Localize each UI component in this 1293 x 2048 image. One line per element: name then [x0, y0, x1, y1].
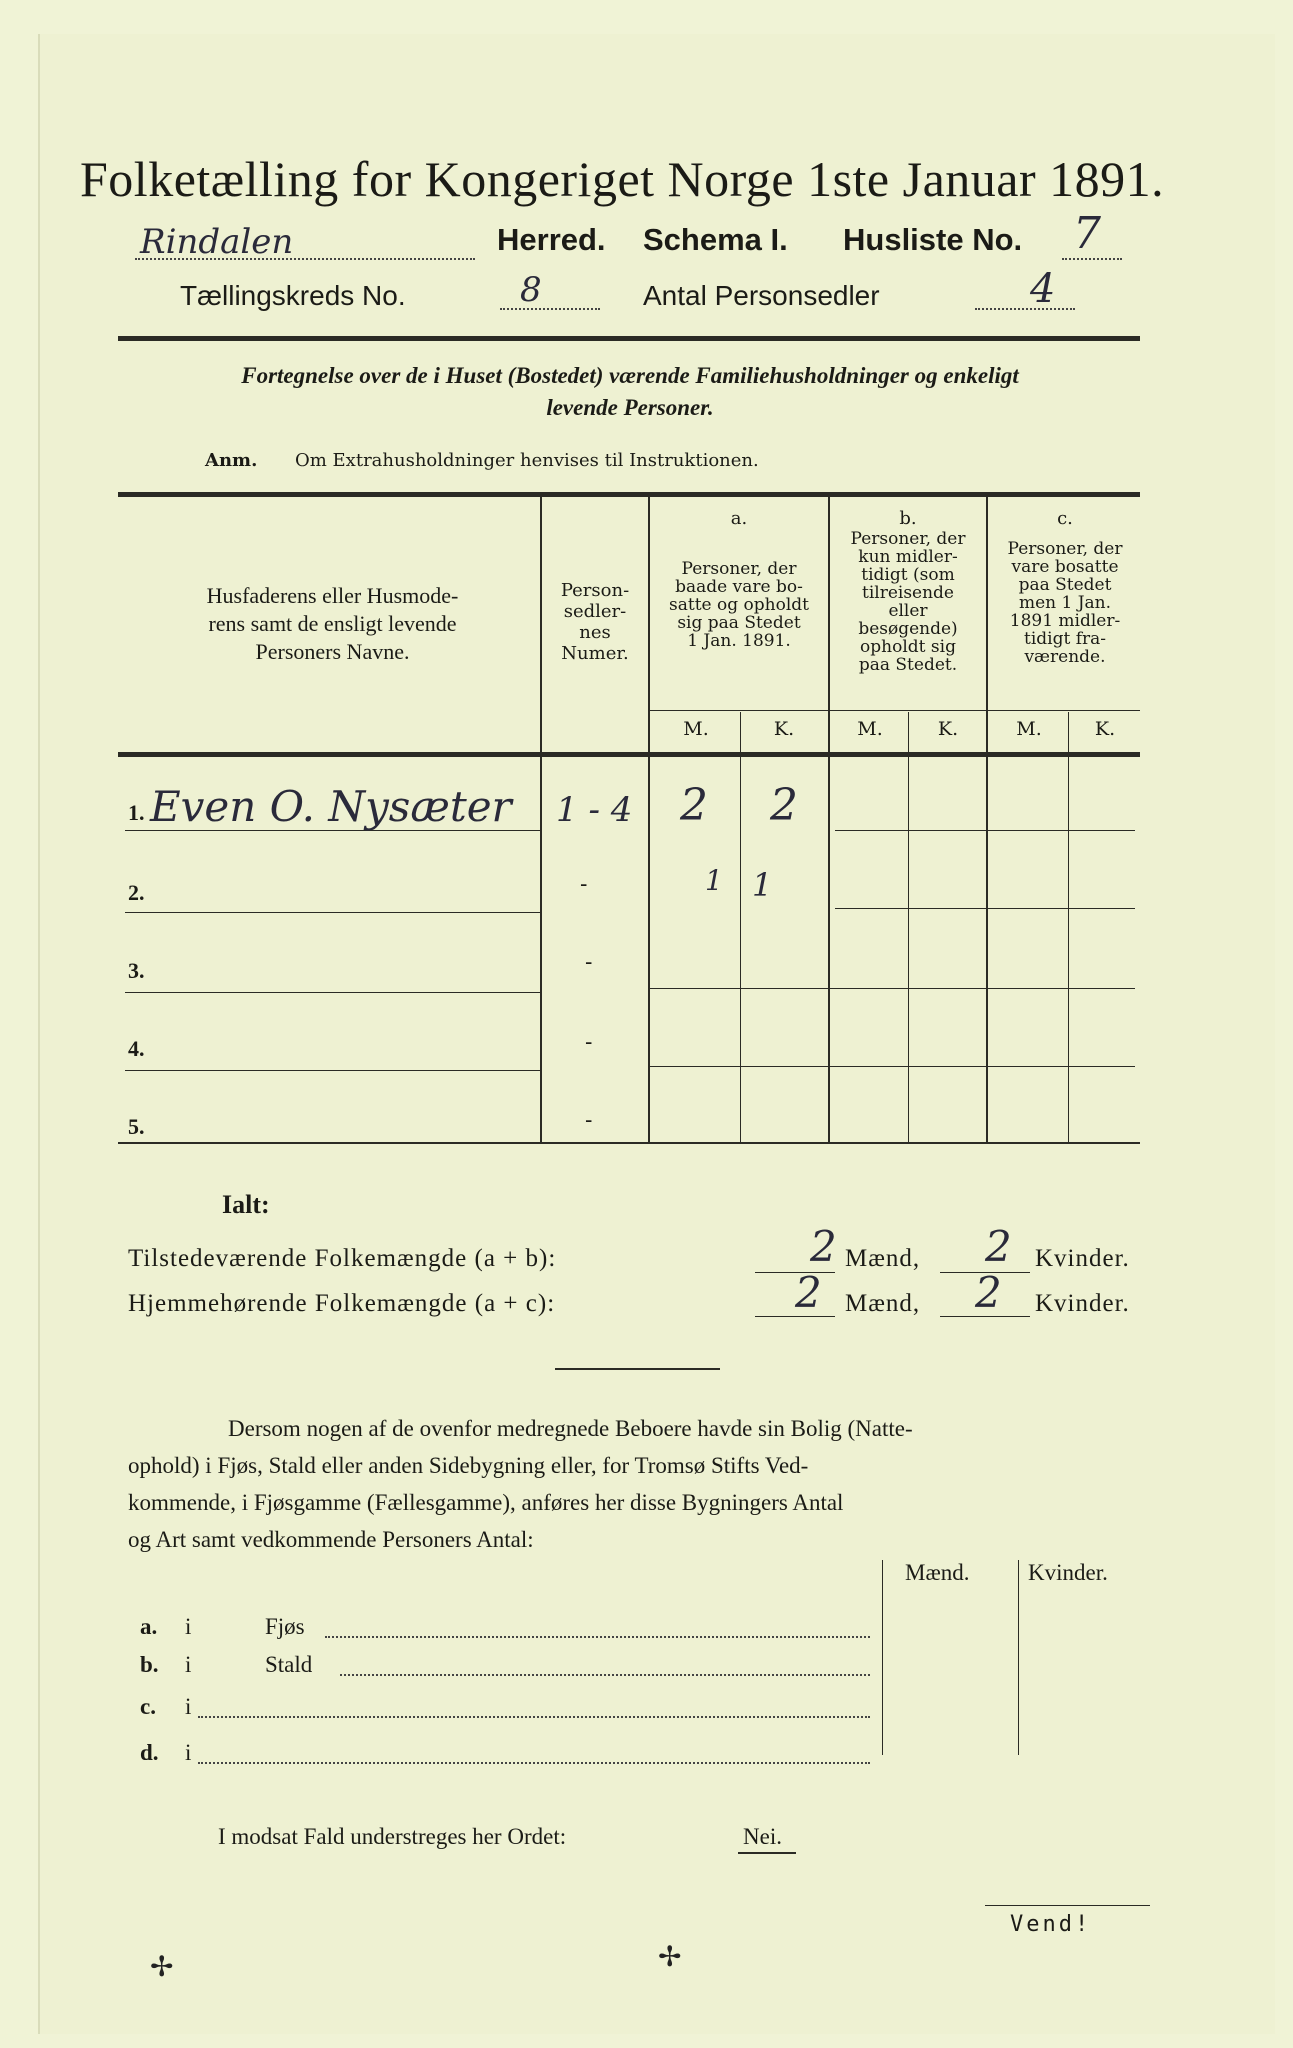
building-b-label: Stald — [265, 1652, 313, 1677]
col-num-header-l3: nes — [579, 622, 611, 643]
col-num-header-l2: sedler- — [563, 601, 627, 622]
mk-row-top-rule — [650, 710, 1140, 711]
buildings-para-l4: og Art samt vedkommende Personers Antal: — [128, 1527, 534, 1552]
col-divider-1 — [540, 492, 542, 1142]
ink-mark-left: ✢ — [150, 1950, 174, 1983]
intro-heading — [120, 360, 1140, 424]
col-a-l4: sig paa Stedet — [677, 613, 801, 633]
col-a-letter: a. — [730, 508, 748, 529]
row-2-number: 2. — [128, 880, 145, 905]
buildings-paragraph — [128, 1410, 1148, 1558]
husliste-label: Husliste No. — [843, 222, 1023, 257]
row-3-number: 3. — [128, 958, 145, 983]
col-c-l5: 1891 midler- — [1009, 611, 1121, 631]
row-4-number: 4. — [128, 1036, 145, 1061]
row-1-sedler: 1 - 4 — [556, 790, 633, 830]
row-2-sedler: - — [580, 872, 588, 897]
herred-dotted-line — [135, 258, 475, 260]
kreds-value: 8 — [520, 270, 542, 310]
col-c-m-label: M. — [1016, 718, 1042, 740]
col-divider-c-mk — [1068, 712, 1069, 1142]
col-num-header — [545, 580, 645, 664]
col-c-l6: tidigt fra- — [1023, 629, 1106, 649]
building-a-label: Fjøs — [265, 1614, 305, 1639]
col-num-header-l1: Person- — [560, 580, 630, 601]
col-a-m-label: M. — [683, 718, 709, 740]
col-a-l2: baade vare bo- — [675, 577, 803, 597]
col-b-l4: tilreisende — [861, 583, 954, 603]
col-b-letter: b. — [899, 508, 917, 529]
row-1-data-rule — [835, 830, 1135, 831]
row-3-rule — [125, 992, 540, 993]
building-d-i: i — [185, 1740, 192, 1765]
intro-heading-line2: levende Personer. — [546, 395, 714, 420]
hjemme-kvinder-underline — [940, 1316, 1030, 1317]
tilstede-maend-value: 2 — [810, 1222, 837, 1271]
row-2-a-k: 1 — [752, 866, 773, 904]
col-c-l7: værende. — [1024, 647, 1106, 667]
ialt-label: Ialt: — [222, 1190, 270, 1219]
col-b-l8: paa Stedet. — [858, 655, 958, 675]
personsedler-value: 4 — [1030, 266, 1056, 312]
hjemme-maend-label: Mænd, — [845, 1290, 921, 1317]
row-2-a-m: 1 — [705, 864, 723, 897]
tilstede-label: Tilstedeværende Folkemængde (a + b): — [128, 1245, 557, 1272]
modsat-text: I modsat Fald understreges her Ordet: — [218, 1824, 567, 1849]
col-name-header-l1: Husfaderens eller Husmode- — [206, 583, 459, 608]
husliste-dotted-line — [1062, 258, 1122, 260]
buildings-para-l1: Dersom nogen af de ovenfor medregnede Beboere havde sin Bolig (Natte- — [228, 1416, 913, 1441]
hjemme-maend-underline — [755, 1316, 835, 1317]
row-2-data-rule — [835, 908, 1135, 909]
col-name-header — [140, 582, 525, 666]
col-divider-a-mk — [740, 712, 741, 1142]
hjemme-label: Hjemmehørende Folkemængde (a + c): — [128, 1290, 556, 1317]
row-4-data-rule — [650, 1066, 1135, 1067]
building-c-letter: c. — [140, 1694, 156, 1719]
tilstede-kvinder-value: 2 — [985, 1222, 1012, 1271]
col-a-l1: Personer, der — [681, 559, 797, 579]
col-a-header — [652, 560, 826, 650]
building-b-dots — [340, 1674, 870, 1676]
col-b-l6: besøgende) — [858, 619, 958, 639]
table-bottom-rule — [118, 1142, 1140, 1144]
buildings-col-divider-2 — [1018, 1560, 1019, 1755]
tilstede-kvinder-label: Kvinder. — [1035, 1245, 1130, 1272]
vend-rule — [985, 1905, 1150, 1906]
col-b-l1: Personer, der — [850, 529, 966, 549]
col-c-l4: men 1 Jan. — [1018, 593, 1112, 613]
col-b-header — [832, 530, 984, 674]
col-name-header-l3: Personers Navne. — [255, 639, 410, 664]
kreds-dotted-line — [500, 308, 600, 310]
personsedler-dotted-line — [975, 308, 1075, 310]
buildings-para-l2: ophold) i Fjøs, Stald eller anden Sidebygning eller, for Tromsø Stifts Ved- — [128, 1453, 809, 1478]
ink-mark-center: ✢ — [658, 1940, 682, 1973]
building-c-dots — [198, 1716, 870, 1718]
form-title: Folketælling for Kongeriget Norge 1ste Januar 1891. — [80, 151, 1165, 207]
schema-label: Schema I. — [643, 222, 788, 257]
nei-word: Nei. — [743, 1824, 782, 1849]
col-b-k-label: K. — [937, 718, 959, 740]
kreds-label: Tællingskreds No. — [180, 280, 406, 311]
building-b-letter: b. — [140, 1652, 159, 1677]
row-4-sedler: - — [585, 1030, 593, 1055]
col-num-header-l4: Numer. — [561, 643, 629, 664]
hjemme-kvinder-value: 2 — [975, 1268, 1002, 1317]
col-c-l1: Personer, der — [1007, 539, 1123, 559]
row-5-sedler: - — [585, 1108, 593, 1133]
building-c-i: i — [185, 1694, 192, 1719]
col-c-header — [990, 540, 1140, 666]
col-c-l3: paa Stedet — [1018, 575, 1112, 595]
section-divider — [555, 1368, 720, 1370]
col-b-l2: kun midler- — [858, 547, 958, 567]
col-b-l3: tidigt (som — [861, 565, 955, 585]
herred-label: Herred. — [497, 222, 606, 257]
row-1-a-m: 2 — [680, 780, 708, 831]
col-divider-4 — [986, 492, 988, 1142]
header-rule — [118, 336, 1140, 341]
vend-text: Vend! — [1010, 1912, 1092, 1937]
intro-heading-line1: Fortegnelse over de i Huset (Bostedet) værende Familiehusholdninger og enkeligt — [241, 363, 1019, 388]
building-b-i: i — [185, 1652, 192, 1677]
buildings-col-maend: Mænd. — [905, 1560, 970, 1585]
buildings-para-l3: kommende, i Fjøsgamme (Fællesgamme), anføres her disse Bygningers Antal — [128, 1490, 844, 1515]
row-2-rule — [125, 912, 540, 913]
col-a-l3: satte og opholdt — [669, 595, 809, 615]
building-a-i: i — [185, 1614, 192, 1639]
building-d-dots — [198, 1762, 870, 1764]
col-b-l5: eller — [888, 601, 928, 621]
row-1-a-k: 2 — [770, 780, 798, 831]
row-1-name: Even O. Nysæter — [150, 782, 512, 831]
building-a-letter: a. — [140, 1614, 158, 1639]
herred-value: Rindalen — [140, 222, 294, 262]
personsedler-label: Antal Personsedler — [643, 280, 880, 311]
row-3-sedler: - — [585, 950, 593, 975]
husliste-value: 7 — [1073, 208, 1101, 259]
col-b-m-label: M. — [857, 718, 883, 740]
col-c-letter: c. — [1057, 508, 1073, 529]
col-b-l7: opholdt sig — [860, 637, 956, 657]
anm-label: Anm. — [205, 450, 258, 471]
building-a-dots — [325, 1636, 870, 1638]
row-3-data-rule — [650, 988, 1135, 989]
col-a-l5: 1 Jan. 1891. — [687, 631, 791, 651]
col-a-k-label: K. — [773, 718, 795, 740]
col-c-l2: vare bosatte — [1011, 557, 1119, 577]
col-name-header-l2: rens samt de ensligt levende — [208, 611, 457, 636]
hjemme-maend-value: 2 — [795, 1268, 822, 1317]
hjemme-kvinder-label: Kvinder. — [1035, 1290, 1130, 1317]
anm-text: Om Extrahusholdninger henvises til Instruktionen. — [295, 450, 759, 471]
building-d-letter: d. — [140, 1740, 159, 1765]
row-5-number: 5. — [128, 1114, 145, 1139]
census-form-page — [38, 34, 1275, 2034]
col-divider-2 — [648, 492, 650, 1142]
col-divider-b-mk — [908, 712, 909, 1142]
row-1-number: 1. — [128, 800, 145, 825]
col-c-k-label: K. — [1094, 718, 1116, 740]
nei-underline — [738, 1852, 796, 1854]
col-divider-3 — [828, 492, 830, 1142]
row-4-rule — [125, 1070, 540, 1071]
buildings-col-kvinder: Kvinder. — [1028, 1560, 1108, 1585]
buildings-col-divider-1 — [882, 1560, 883, 1755]
tilstede-maend-label: Mænd, — [845, 1245, 921, 1272]
